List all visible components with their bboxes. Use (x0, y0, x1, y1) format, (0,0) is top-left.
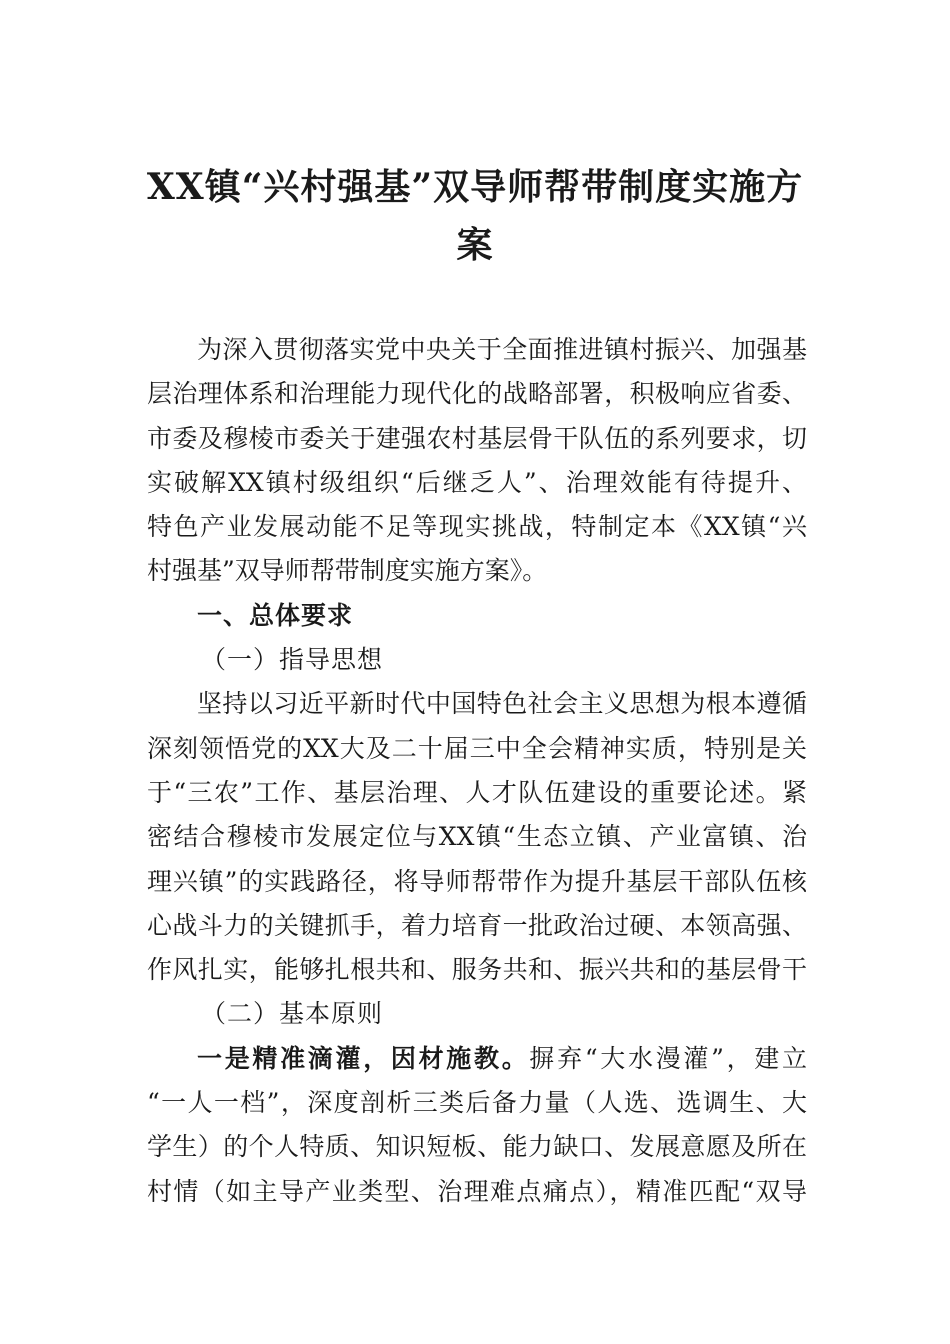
paragraph-line: 市委及穆棱市委关于建强农村基层骨干队伍的系列要求，切 (147, 423, 807, 453)
paragraph-line: 于“三农”工作、基层治理、人才队伍建设的重要论述。紧 (147, 777, 807, 807)
paragraph-line: 为深入贯彻落实党中央关于全面推进镇村振兴、加强基 (197, 335, 807, 364)
paragraph-line: 密结合穆棱市发展定位与XX镇“生态立镇、产业富镇、治 (147, 822, 807, 852)
subsection-heading: （二）基本原则 (201, 999, 384, 1029)
principle-line (147, 1037, 807, 1081)
paragraph-line: 理兴镇”的实践路径，将导师帮带作为提升基层干部队伍核 (147, 866, 807, 896)
paragraph-line: 作风扎实，能够扎根共和、服务共和、振兴共和的基层骨干 (147, 955, 807, 985)
title-line: 案 (456, 224, 494, 266)
paragraph-line: “一人一档”，深度剖析三类后备力量（人选、选调生、大 (147, 1088, 807, 1118)
document-body (147, 328, 807, 1214)
section-heading: 一、总体要求 (197, 600, 354, 630)
paragraph-line: 实破解XX镇村级组织“后继乏人”、治理效能有待提升、 (147, 467, 807, 497)
paragraph-line: 坚持以习近平新时代中国特色社会主义思想为根本遵循 (197, 689, 807, 719)
subsection-heading: （一）指导思想 (201, 645, 384, 675)
paragraph-line: 心战斗力的关键抓手，着力培育一批政治过硬、本领高强、 (147, 910, 807, 940)
paragraph-line: 学生）的个人特质、知识短板、能力缺口、发展意愿及所在 (147, 1132, 807, 1162)
principle-text: 摒弃“大水漫灌”，建立 (529, 1043, 807, 1073)
paragraph-line: 特色产业发展动能不足等现实挑战，特制定本《XX镇“兴 (147, 512, 807, 542)
paragraph-line: 村情（如主导产业类型、治理难点痛点），精准匹配“双导 (147, 1176, 807, 1206)
title-line: XX镇“兴村强基”双导师帮带制度实施方 (146, 166, 804, 208)
paragraph-line: 层治理体系和治理能力现代化的战略部署，积极响应省委、 (147, 379, 807, 409)
paragraph-line: 村强基”双导师帮带制度实施方案》。 (147, 556, 548, 586)
document-title (140, 158, 810, 274)
principle-lead: 一是精准滴灌，因材施教。 (197, 1043, 530, 1073)
paragraph-line: 深刻领悟党的XX大及二十届三中全会精神实质，特别是关 (147, 733, 807, 763)
